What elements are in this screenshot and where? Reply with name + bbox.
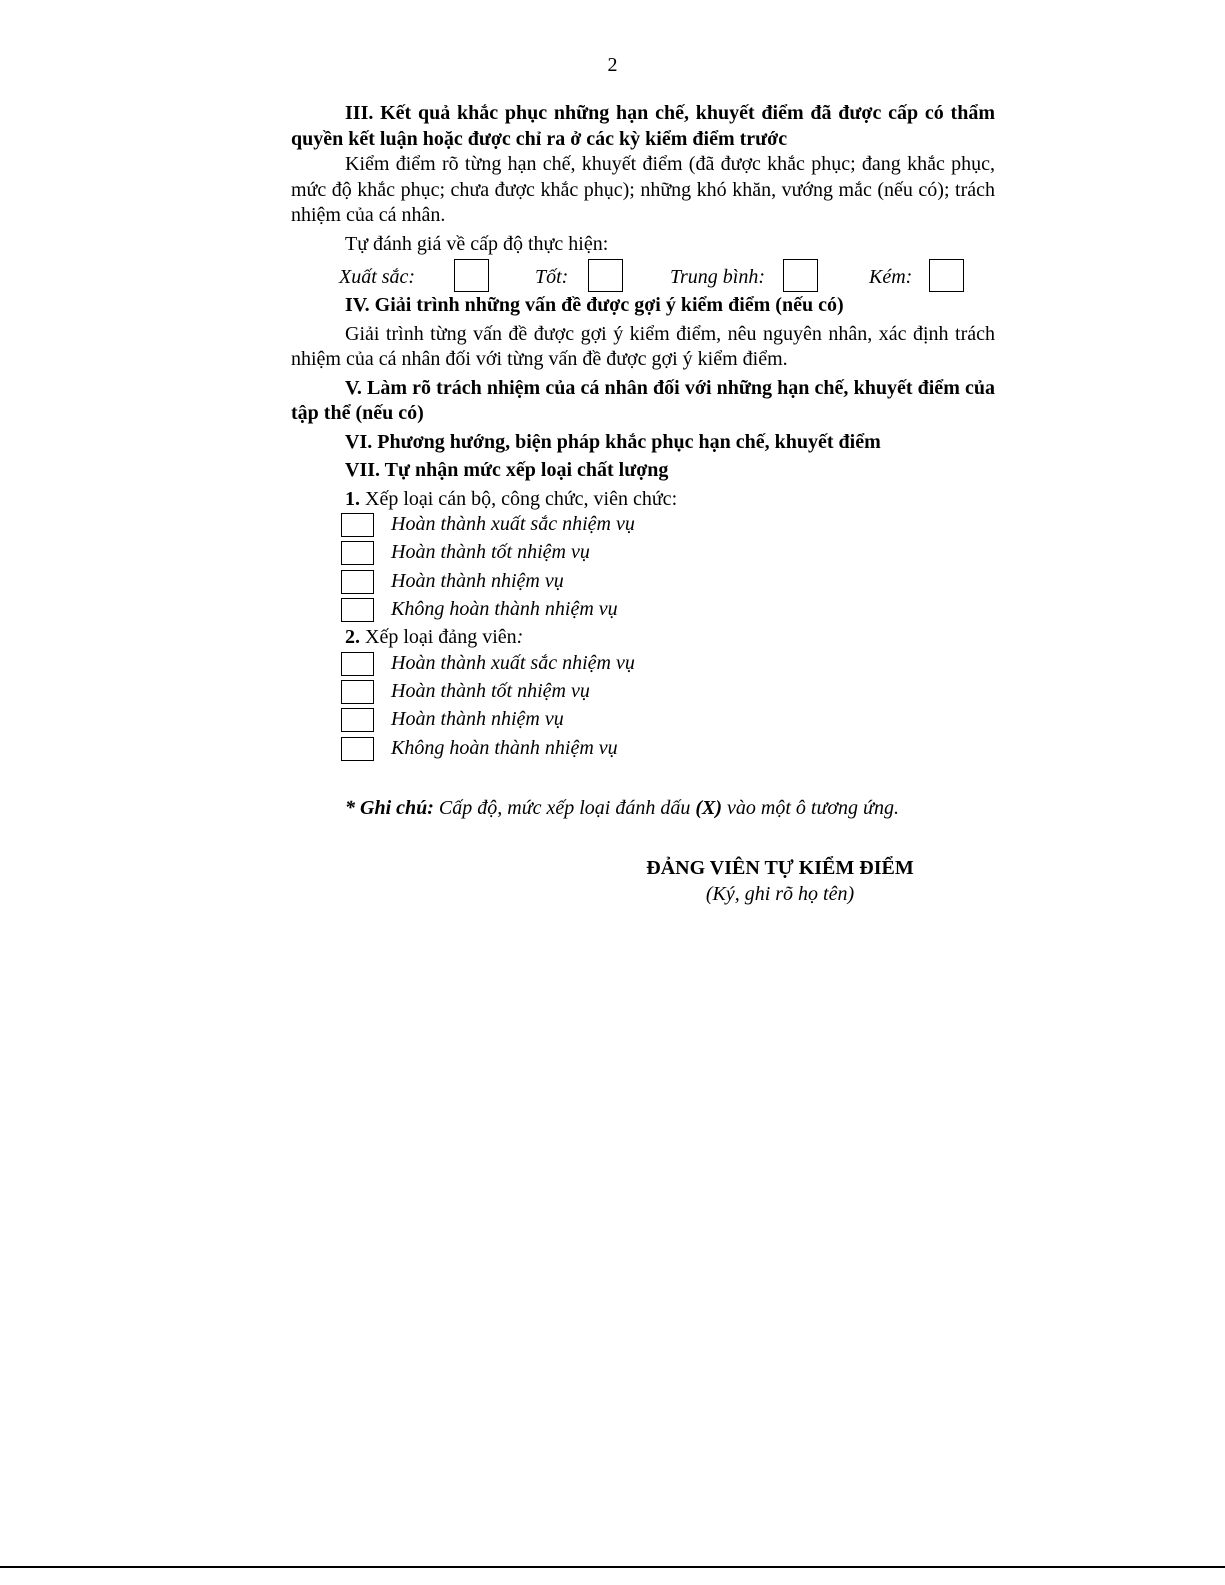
group-1-option[interactable] xyxy=(291,597,995,625)
group-2-checkbox[interactable] xyxy=(341,652,374,676)
group-1-options xyxy=(291,512,995,625)
group-2-checkbox[interactable] xyxy=(341,737,374,761)
group-2-option-label: Hoàn thành xuất sắc nhiệm vụ xyxy=(391,651,635,674)
signature-title: ĐẢNG VIÊN TỰ KIỂM ĐIỂM xyxy=(646,857,914,879)
level-label-excellent: Xuất sắc: xyxy=(339,266,416,288)
note-prefix: * Ghi chú: xyxy=(345,796,434,819)
group-1-label: Xếp loại cán bộ, công chức, viên chức: xyxy=(360,487,678,510)
note xyxy=(291,796,995,822)
document-body xyxy=(291,101,995,841)
group-2-number: 2. xyxy=(345,626,360,649)
self-assess-label: Tự đánh giá về cấp độ thực hiện: xyxy=(345,232,609,255)
group-1-checkbox[interactable] xyxy=(341,513,374,537)
section-5-heading: V. Làm rõ trách nhiệm của cá nhân đối với những hạn chế, khuyết điểm của tập thể (nếu có) xyxy=(291,376,995,424)
group-2-options xyxy=(291,651,995,764)
group-2-option[interactable] xyxy=(291,736,995,764)
signature-subtitle: (Ký, ghi rõ họ tên) xyxy=(705,883,855,905)
level-checkbox-average[interactable] xyxy=(783,259,818,292)
group-2-option-label: Hoàn thành tốt nhiệm vụ xyxy=(391,679,590,702)
section-3-body: Kiểm điểm rõ từng hạn chế, khuyết điểm (đã được khắc phục; đang khắc phục, mức độ khắc phục; chưa được khắc phục); những khó khăn, vướng mắc (nếu có); trách nhiệm của cá nhân. xyxy=(291,153,995,226)
level-label-average: Trung bình: xyxy=(670,266,766,288)
group-1-option[interactable] xyxy=(291,540,995,568)
level-label-poor: Kém: xyxy=(869,266,913,288)
group-1-option-label: Hoàn thành xuất sắc nhiệm vụ xyxy=(391,513,635,535)
note-mark: (X) xyxy=(695,796,723,819)
level-checkbox-excellent[interactable] xyxy=(454,259,489,292)
section-4-body: Giải trình từng vấn đề được gợi ý kiểm điểm, nêu nguyên nhân, xác định trách nhiệm của cá nhân đối với từng vấn đề được gợi ý kiểm điểm. xyxy=(291,322,995,370)
group-2-checkbox[interactable] xyxy=(341,708,374,732)
note-text-1: Cấp độ, mức xếp loại đánh dấu xyxy=(433,796,696,819)
group-2-option[interactable] xyxy=(291,651,995,679)
section-7-heading: VII. Tự nhận mức xếp loại chất lượng xyxy=(345,459,669,481)
group-2-option[interactable] xyxy=(291,679,995,707)
level-options xyxy=(291,259,995,293)
page-number: 2 xyxy=(607,54,618,76)
section-3-heading: III. Kết quả khắc phục những hạn chế, khuyết điểm đã được cấp có thẩm quyền kết luận hoặc được chỉ ra ở các kỳ kiểm điểm trước xyxy=(291,102,995,150)
group-1-option-label: Hoàn thành tốt nhiệm vụ xyxy=(391,541,590,564)
group-1-title xyxy=(291,487,995,513)
group-2-colon: : xyxy=(516,626,524,649)
group-2-option-label: Không hoàn thành nhiệm vụ xyxy=(391,736,618,759)
group-1-option[interactable] xyxy=(291,512,995,540)
level-label-good: Tốt: xyxy=(535,266,569,288)
group-1-checkbox[interactable] xyxy=(341,598,374,622)
group-1-checkbox[interactable] xyxy=(341,570,374,594)
group-2-option[interactable] xyxy=(291,707,995,735)
group-2-label: Xếp loại đảng viên xyxy=(360,626,517,649)
level-checkbox-poor[interactable] xyxy=(929,259,964,292)
group-2-checkbox[interactable] xyxy=(341,680,374,704)
group-1-option[interactable] xyxy=(291,569,995,597)
note-text-2: vào một ô tương ứng. xyxy=(722,796,899,819)
group-1-number: 1. xyxy=(345,487,360,510)
group-2-option-label: Hoàn thành nhiệm vụ xyxy=(391,708,564,731)
group-1-checkbox[interactable] xyxy=(341,541,374,565)
page-bottom-divider xyxy=(0,1566,1225,1568)
section-6-heading: VI. Phương hướng, biện pháp khắc phục hạn chế, khuyết điểm xyxy=(345,430,881,453)
group-1-option-label: Không hoàn thành nhiệm vụ xyxy=(391,597,618,620)
level-checkbox-good[interactable] xyxy=(588,259,623,292)
signature-block xyxy=(600,855,960,907)
section-4-heading: IV. Giải trình những vấn đề được gợi ý kiểm điểm (nếu có) xyxy=(345,294,844,316)
group-1-option-label: Hoàn thành nhiệm vụ xyxy=(391,569,564,592)
group-2-title xyxy=(291,625,995,651)
